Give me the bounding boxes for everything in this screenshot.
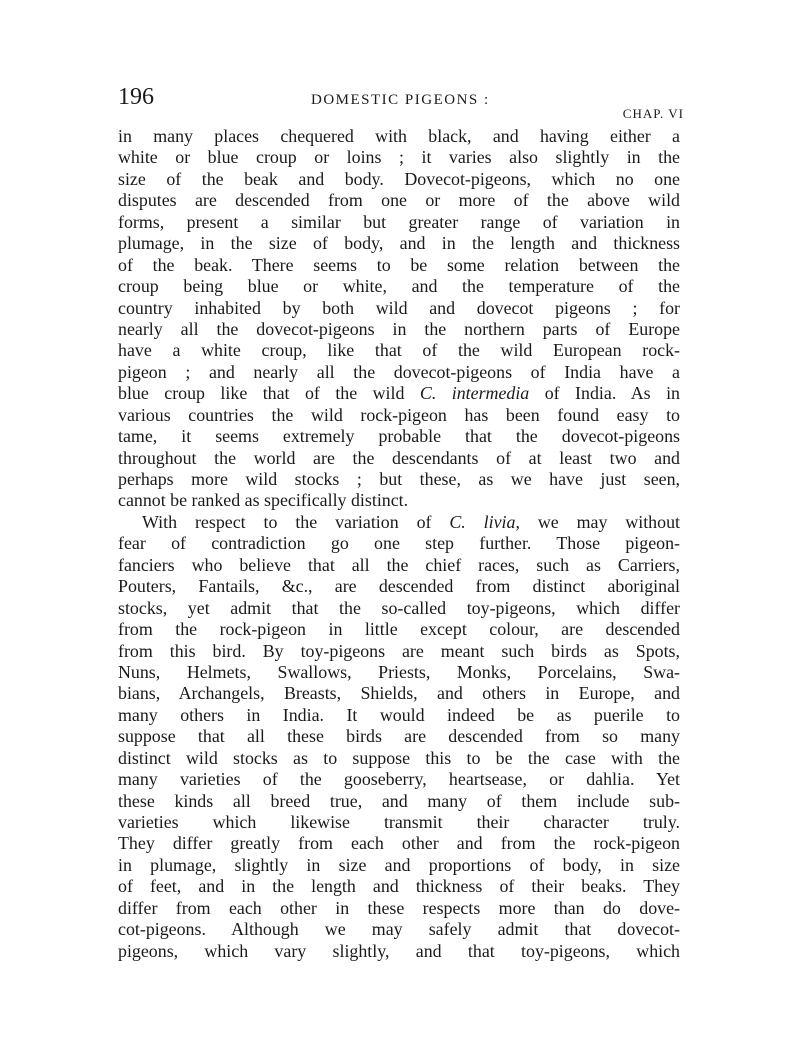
text-line: forms, present a similar but greater range of variation in xyxy=(118,211,680,232)
text-line: country inhabited by both wild and dovecot pigeons ; for xyxy=(118,297,680,318)
text-line: from this bird. By toy-pigeons are meant such birds as Spots, xyxy=(118,640,680,661)
text-line: blue croup like that of the wild C. intermedia of India. As in xyxy=(118,383,680,404)
text-line: many others in India. It would indeed be as puerile to xyxy=(118,704,680,725)
page-header xyxy=(118,84,684,124)
text-line: white or blue croup or loins ; it varies also slightly in the xyxy=(118,147,680,168)
text-line: plumage, in the size of body, and in the length and thickness xyxy=(118,233,680,254)
text-line: croup being blue or white, and the temperature of the xyxy=(118,276,680,297)
text-line: many varieties of the gooseberry, heartsease, or dahlia. Yet xyxy=(118,769,680,790)
text-line: bians, Archangels, Breasts, Shields, and others in Europe, and xyxy=(118,683,680,704)
text-line: stocks, yet admit that the so-called toy-pigeons, which differ xyxy=(118,597,680,618)
body-text xyxy=(118,126,680,962)
paragraph xyxy=(118,512,680,962)
text-line: of feet, and in the length and thickness of their beaks. They xyxy=(118,876,680,897)
text-line: from the rock-pigeon in little except colour, are descended xyxy=(118,619,680,640)
text-line: perhaps more wild stocks ; but these, as we have just seen, xyxy=(118,469,680,489)
text-line: distinct wild stocks as to suppose this to be the case with the xyxy=(118,747,680,768)
text-line: size of the beak and body. Dovecot-pigeons, which no one xyxy=(118,168,680,189)
page-number: 196 xyxy=(118,84,154,110)
text-line: differ from each other in these respects more than do dove- xyxy=(118,897,680,918)
text-line: pigeon ; and nearly all the dovecot-pigeons of India have a xyxy=(118,361,680,382)
text-line: in many places chequered with black, and having either a xyxy=(118,126,680,146)
text-line: various countries the wild rock-pigeon has been found easy to xyxy=(118,404,680,425)
text-line: suppose that all these birds are descended from so many xyxy=(118,726,680,747)
text-line: They differ greatly from each other and from the rock-pigeon xyxy=(118,833,680,854)
text-line: have a white croup, like that of the wild European rock- xyxy=(118,340,680,361)
text-line: in plumage, slightly in size and proportions of body, in size xyxy=(118,854,680,875)
text-line: With respect to the variation of C. livia, we may without xyxy=(142,511,680,532)
text-line: cot-pigeons. Although we may safely admit that dovecot- xyxy=(118,919,680,940)
text-line: tame, it seems extremely probable that the dovecot-pigeons xyxy=(118,426,680,447)
paragraph xyxy=(118,126,680,512)
text-line: fear of contradiction go one step further. Those pigeon- xyxy=(118,533,680,554)
text-line: these kinds all breed true, and many of them include sub- xyxy=(118,790,680,811)
running-title: DOMESTIC PIGEONS : xyxy=(311,92,490,108)
text-line: of the beak. There seems to be some relation between the xyxy=(118,254,680,275)
text-line: nearly all the dovecot-pigeons in the northern parts of Europe xyxy=(118,318,680,339)
text-line: cannot be ranked as specifically distinct. xyxy=(118,490,409,511)
text-line: pigeons, which vary slightly, and that toy-pigeons, which xyxy=(118,940,680,961)
chapter-mark: CHAP. VI xyxy=(622,106,684,121)
text-line: varieties which likewise transmit their character truly. xyxy=(118,812,680,832)
text-line: Pouters, Fantails, &c., are descended from distinct aboriginal xyxy=(118,576,680,597)
text-line: fanciers who believe that all the chief races, such as Carriers, xyxy=(118,554,680,575)
text-line: disputes are descended from one or more of the above wild xyxy=(118,190,680,211)
text-line: Nuns, Helmets, Swallows, Priests, Monks, Porcelains, Swa- xyxy=(118,661,680,682)
text-line: throughout the world are the descendants of at least two and xyxy=(118,447,680,468)
